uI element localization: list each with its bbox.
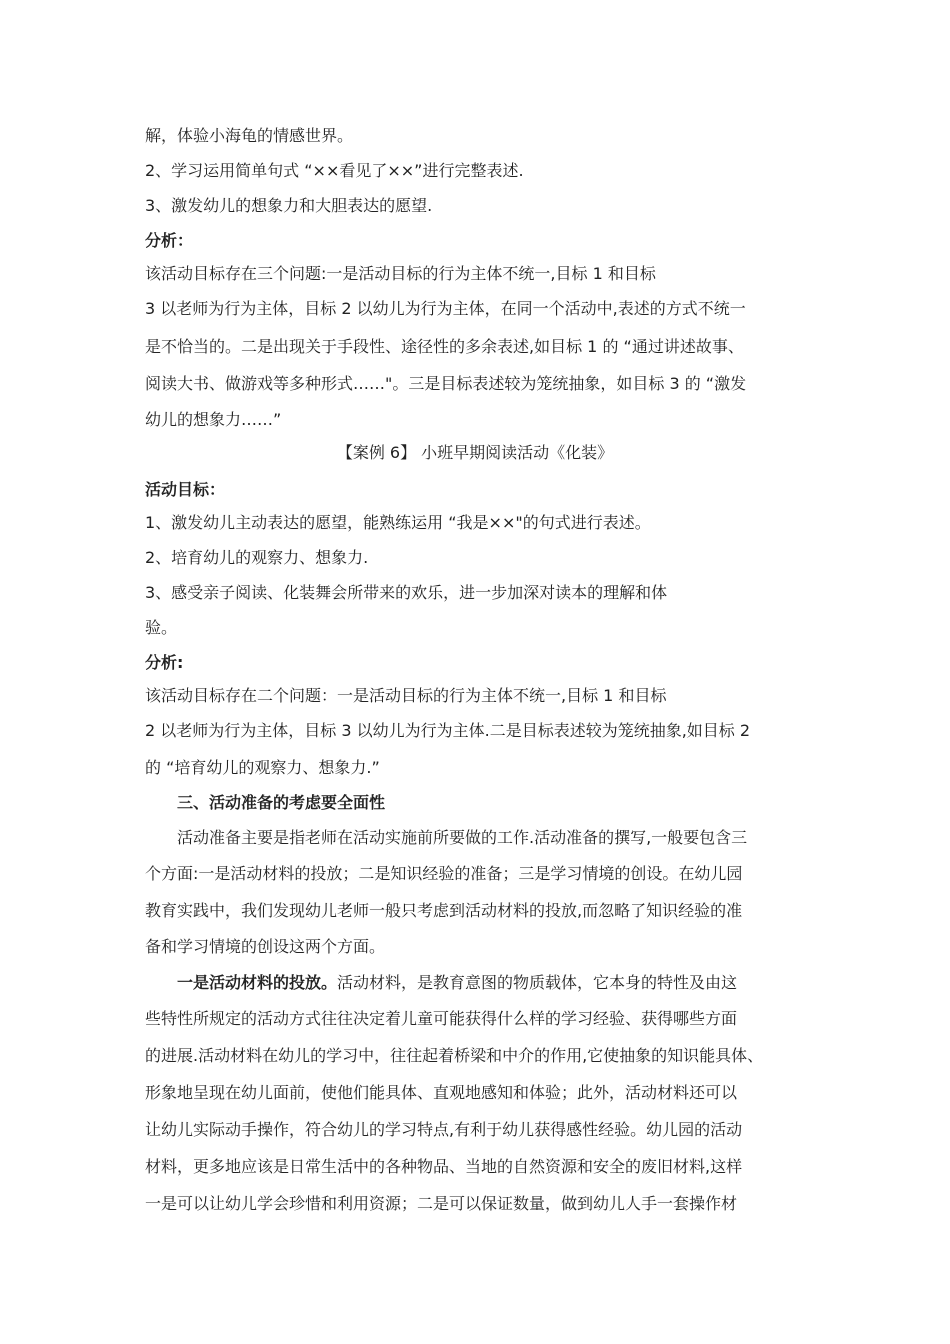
- text-line: 备和学习情境的创设这两个方面。: [145, 937, 386, 956]
- text-line: 3、激发幼儿的想象力和大胆表达的愿望.: [145, 196, 433, 215]
- text-line: 1、激发幼儿主动表达的愿望，能熟练运用 “我是××"的句式进行表述。: [145, 513, 651, 532]
- text-line: 3、感受亲子阅读、化装舞会所带来的欢乐，进一步加深对读本的理解和体: [145, 583, 668, 602]
- text-line: 的 “培育幼儿的观察力、想象力.”: [145, 758, 380, 777]
- section-heading: 分析：: [145, 231, 194, 250]
- section-heading: 三、活动准备的考虑要全面性: [177, 793, 386, 812]
- text-line: 活动准备主要是指老师在活动实施前所要做的工作.活动准备的撰写,一般要包含三: [177, 828, 748, 847]
- text-line: 形象地呈现在幼儿面前，使他们能具体、直观地感知和体验；此外，活动材料还可以: [145, 1083, 738, 1102]
- text-line: 材料，更多地应该是日常生活中的各种物品、当地的自然资源和安全的废旧材料,这样: [145, 1157, 743, 1176]
- text-line: 该活动目标存在二个问题：一是活动目标的行为主体不统一,目标 1 和目标: [145, 686, 667, 705]
- text-line: 一是可以让幼儿学会珍惜和利用资源；二是可以保证数量，做到幼儿人手一套操作材: [145, 1194, 738, 1213]
- text-line: 解，体验小海龟的情感世界。: [145, 126, 354, 145]
- section-heading: 分析:: [145, 653, 184, 672]
- text-line: 是不恰当的。二是出现关于手段性、途径性的多余表述,如目标 1 的 “通过讲述故事、: [145, 337, 744, 356]
- section-heading: 活动目标：: [145, 480, 226, 499]
- text-line: 的进展.活动材料在幼儿的学习中，往往起着桥梁和中介的作用,它使抽象的知识能具体、: [145, 1046, 764, 1065]
- emphasis-text: 一是活动材料的投放。: [177, 973, 338, 992]
- text-line: 3 以老师为行为主体，目标 2 以幼儿为行为主体，在同一个活动中,表述的方式不统一: [145, 299, 746, 318]
- text-line: 个方面:一是活动材料的投放；二是知识经验的准备；三是学习情境的创设。在幼儿园: [145, 864, 743, 883]
- text-line: 让幼儿实际动手操作，符合幼儿的学习特点,有利于幼儿获得感性经验。幼儿园的活动: [145, 1120, 743, 1139]
- text-line: 2 以老师为行为主体，目标 3 以幼儿为行为主体.二是目标表述较为笼统抽象,如目标 2: [145, 721, 751, 740]
- text-line: 验。: [145, 618, 178, 637]
- text-line: 教育实践中，我们发现幼儿老师一般只考虑到活动材料的投放,而忽略了知识经验的准: [145, 901, 743, 920]
- text-line: 些特性所规定的活动方式往往决定着儿童可能获得什么样的学习经验、获得哪些方面: [145, 1009, 738, 1028]
- text-line: 幼儿的想象力……”: [145, 410, 282, 429]
- text-line: [177, 973, 737, 993]
- text-line: 阅读大书、做游戏等多种形式……"。三是目标表述较为笼统抽象，如目标 3 的 “激发: [145, 374, 747, 393]
- text-line: 该活动目标存在三个问题:一是活动目标的行为主体不统一,目标 1 和目标: [145, 264, 656, 283]
- text-line: 2、学习运用简单句式 “××看见了××”进行完整表述.: [145, 161, 524, 180]
- text-span: 活动材料，是教育意图的物质载体，它本身的特性及由这: [337, 973, 738, 992]
- case-title: 【案例 6】 小班早期阅读活动《化装》: [336, 443, 614, 462]
- text-line: 2、培育幼儿的观察力、想象力.: [145, 548, 369, 567]
